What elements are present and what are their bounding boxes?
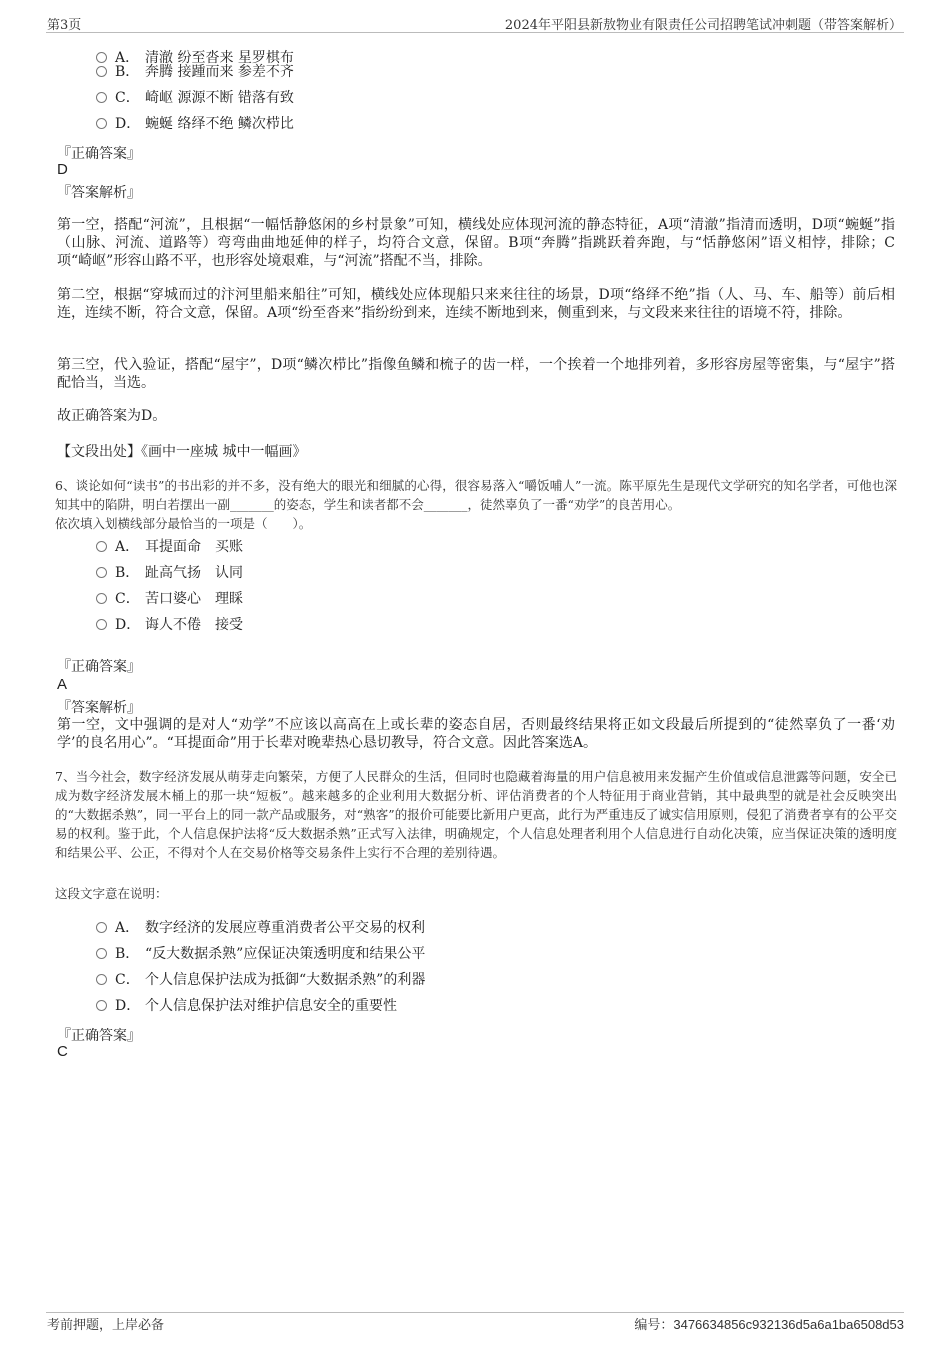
radio-icon[interactable] [96,541,107,552]
q6-prompt: 依次填入划横线部分最恰当的一项是（ ）。 [55,516,312,531]
q5-analysis-paragraph: 第二空，根据“穿城而过的汴河里船来船往”可知，横线处应体现船只来来往往的场景，D项“络绎不绝”指（人、马、车、船等）前后相连，连续不断，符合文意，保留。A项“纷至沓来”指纷纷到来，连续不断地到来，侧重到来，与文段来来往往的语境不符，排除。 [57,287,895,321]
radio-icon[interactable] [96,948,107,959]
q6-answer: A [57,676,68,693]
q5-analysis-paragraph: 第三空，代入验证，搭配“屋宇”，D项“鳞次栉比”指像鱼鳞和梳子的齿一样，一个挨着一个地排列着，多形容房屋等密集，与“屋宇”搭配恰当，当选。 [57,357,895,391]
radio-icon[interactable] [96,567,107,578]
radio-icon[interactable] [96,1000,107,1011]
q5-source: 【文段出处】《画中一座城 城中一幅画》 [57,444,307,460]
q7-option-b[interactable]: B． “反大数据杀熟”应保证决策透明度和结果公平 [96,944,425,964]
footer-divider [46,1312,904,1313]
radio-icon[interactable] [96,922,107,933]
q7-option-c[interactable]: C． 个人信息保护法成为抵御“大数据杀熟”的利器 [96,970,425,990]
q5-option-c[interactable]: C． 崎岖 源源不断 错落有致 [96,88,294,108]
q5-analysis-paragraph: 故正确答案为D。 [57,408,167,424]
q5-answer-label: 『正确答案』 [57,146,141,162]
q6-stem: 6、谈论如何“读书”的书出彩的并不多，没有绝大的眼光和细腻的心得，很容易落入“嚼饭哺人”一流。陈平原先生是现代文学研究的知名学者，可他也深知其中的陷阱，明白若摆出一副_______的姿态，学生和读者都不会_______，徒然辜负了一番“劝学”的良苦用心。 [55,478,897,512]
q6-option-a[interactable]: A． 耳提面命 买账 [96,537,243,557]
document-code-label: 编号： [634,1318,674,1333]
q7-answer-label: 『正确答案』 [57,1028,141,1044]
q6-option-d[interactable]: D． 诲人不倦 接受 [96,615,243,635]
radio-icon[interactable] [96,66,107,77]
radio-icon[interactable] [96,974,107,985]
radio-icon[interactable] [96,52,107,63]
q6-option-c[interactable]: C． 苦口婆心 理睬 [96,589,243,609]
q5-analysis-label: 『答案解析』 [57,185,141,201]
radio-icon[interactable] [96,593,107,604]
document-code [634,1314,904,1333]
q5-option-b[interactable]: B． 奔腾 接踵而来 参差不齐 [96,62,294,82]
q5-analysis-paragraph: 第一空，搭配“河流”，且根据“一幅恬静悠闲的乡村景象”可知，横线处应体现河流的静态特征，A项“清澈”指清而透明，D项“蜿蜒”指（山脉、河流、道路等）弯弯曲曲地延伸的样子，均符合文意，保留。B项“奔腾”指跳跃着奔跑，与“恬静悠闲”语义相悖，排除；C项“崎岖”形容山路不平，也形容处境艰难，与“河流”搭配不当，排除。 [57,217,895,269]
page-number: 第3页 [47,18,82,33]
q7-option-a[interactable]: A． 数字经济的发展应尊重消费者公平交易的权利 [96,918,425,938]
q6-analysis-paragraph: 第一空，文中强调的是对人“劝学”不应该以高高在上或长辈的姿态自居，否则最终结果将正如文段最后所提到的“徒然辜负了一番‘劝学’的良名用心”。“耳提面命”用于长辈对晚辈热心恳切教导，符合文意。因此答案选A。 [57,717,895,751]
q7-answer: C [57,1043,68,1060]
radio-icon[interactable] [96,92,107,103]
radio-icon[interactable] [96,118,107,129]
q5-answer: D [57,161,68,178]
footer-slogan: 考前押题，上岸必备 [47,1318,165,1333]
q6-analysis-label: 『答案解析』 [57,700,141,716]
document-code-value: 3476634856c932136d5a6a1ba6508d53 [673,1317,904,1332]
q6-answer-label: 『正确答案』 [57,659,141,675]
radio-icon[interactable] [96,619,107,630]
q5-option-d[interactable]: D． 蜿蜒 络绎不绝 鳞次栉比 [96,114,294,134]
q7-prompt: 这段文字意在说明： [55,886,168,901]
header-divider [46,32,904,33]
q7-option-d[interactable]: D． 个人信息保护法对维护信息安全的重要性 [96,996,397,1016]
q7-stem: 7、当今社会，数字经济发展从萌芽走向繁荣，方便了人民群众的生活，但同时也隐藏着海量的用户信息被用来发掘产生价值或信息泄露等问题，安全已成为数字经济发展木桶上的那一块“短板”。越来越多的企业利用大数据分析、评估消费者的个人特征用于商业营销，其中最典型的就是社会反映突出的“大数据杀熟”，同一平台上的同一款产品或服务，对“熟客”的报价可能要比新用户更高，此行为严重违反了诚实信用原则，侵犯了消费者享有的公平交易的权利。鉴于此，个人信息保护法将“反大数据杀熟”正式写入法律，明确规定，个人信息处理者利用个人信息进行自动化决策，应当保证决策的透明度和结果公平、公正，不得对个人在交易价格等交易条件上实行不合理的差别待遇。 [55,769,897,860]
q6-option-b[interactable]: B． 趾高气扬 认同 [96,563,243,583]
q5-option-a[interactable]: A． 清澈 纷至沓来 星罗棋布 [96,48,294,68]
document-title: 2024年平阳县新敖物业有限责任公司招聘笔试冲刺题（带答案解析） [504,18,902,33]
